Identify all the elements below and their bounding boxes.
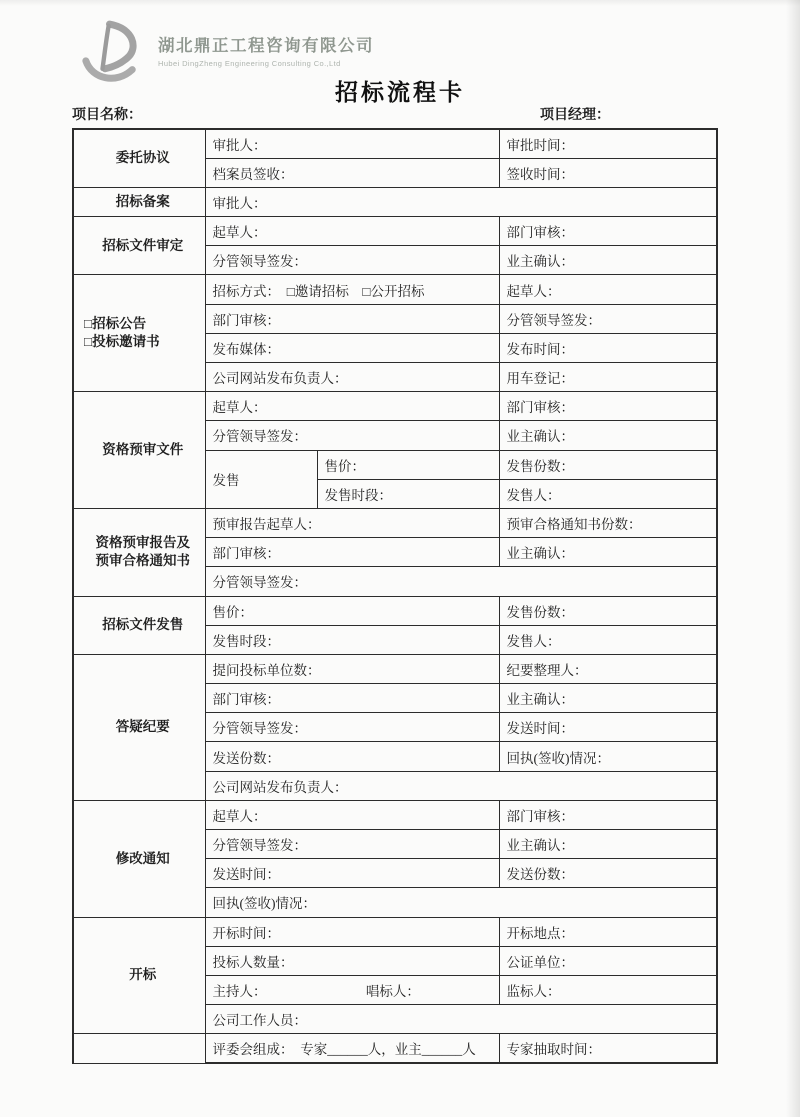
field-cell: 业主确认： [499, 538, 717, 567]
stage-cell [73, 508, 205, 596]
field-cell: 提问投标单位数： [205, 654, 499, 683]
field-cell: 发售时段： [317, 479, 499, 508]
field-cell: 发售份数： [499, 450, 717, 479]
scan-edge-shadow-top [0, 0, 800, 6]
subgroup-cell: 发售 [205, 450, 317, 508]
field-cell: 回执(签收)情况： [499, 742, 717, 771]
field-cell: 发售份数： [499, 596, 717, 625]
field-cell: 投标人数量： [205, 946, 499, 975]
field-cell: 审批人： [205, 129, 499, 158]
stage-checkbox-option: □招标公告 [84, 316, 147, 332]
project-name-label: 项目名称： [72, 108, 142, 123]
field-cell: 部门审核： [205, 538, 499, 567]
field-cell: 业主确认： [499, 830, 717, 859]
field-cell-host-caller [205, 975, 499, 1004]
field-cell: 业主确认： [499, 684, 717, 713]
field-cell: 评委会组成： 专家______人，业主______人 [205, 1034, 499, 1063]
field-label: 唱标人： [365, 984, 420, 1000]
stage-cell: 委托协议 [73, 129, 205, 187]
process-table [72, 128, 718, 1064]
field-cell: 预审报告起草人： [205, 508, 499, 537]
field-cell: 回执(签收)情况： [205, 888, 717, 917]
stage-cell: 招标文件发售 [73, 596, 205, 654]
field-cell: 分管领导签发： [205, 567, 717, 596]
field-cell: 公司网站发布负责人： [205, 363, 499, 392]
company-name-cn: 湖北鼎正工程咨询有限公司 [158, 36, 374, 55]
stage-checkbox-option: □投标邀请书 [84, 334, 160, 350]
field-cell: 发售人： [499, 625, 717, 654]
field-cell: 分管领导签发： [205, 421, 499, 450]
field-cell: 发售人： [499, 479, 717, 508]
field-cell: 业主确认： [499, 421, 717, 450]
stage-cell: 修改通知 [73, 800, 205, 917]
field-cell: 售价： [317, 450, 499, 479]
field-cell: 开标地点： [499, 917, 717, 946]
field-cell: 发布时间： [499, 333, 717, 362]
field-cell: 起草人： [499, 275, 717, 304]
field-cell: 签收时间： [499, 158, 717, 187]
field-cell: 纪要整理人： [499, 654, 717, 683]
stage-cell [73, 1034, 205, 1063]
field-cell: 发送份数： [205, 742, 499, 771]
field-cell: 部门审核： [499, 800, 717, 829]
form-header-line [72, 104, 716, 124]
stage-label-line: 资格预审报告及 [95, 535, 190, 550]
field-cell: 部门审核： [205, 684, 499, 713]
field-cell: 分管领导签发： [205, 830, 499, 859]
field-cell: 售价： [205, 596, 499, 625]
company-name-en: Hubei DingZheng Engineering Consulting Co.,Ltd [158, 59, 341, 68]
stage-cell: 开标 [73, 917, 205, 1034]
field-cell: 公证单位： [499, 946, 717, 975]
field-cell: 监标人： [499, 975, 717, 1004]
field-cell: 分管领导签发： [205, 713, 499, 742]
field-cell: 分管领导签发： [205, 246, 499, 275]
stage-label-line: 预审合格通知书 [95, 553, 190, 569]
project-manager-label: 项目经理： [540, 108, 610, 123]
field-cell: 公司网站发布负责人： [205, 771, 717, 800]
field-cell: 公司工作人员： [205, 1005, 717, 1034]
field-cell: 开标时间： [205, 917, 499, 946]
field-cell: 业主确认： [499, 246, 717, 275]
field-cell: 部门审核： [499, 217, 717, 246]
field-cell: 分管领导签发： [499, 304, 717, 333]
stage-cell: 资格预审文件 [73, 392, 205, 509]
field-cell: 发布媒体： [205, 333, 499, 362]
field-cell: 发售时段： [205, 625, 499, 654]
scan-edge-shadow [786, 0, 800, 1117]
stage-cell: 招标文件审定 [73, 217, 205, 275]
stage-cell: 招标备案 [73, 187, 205, 216]
field-cell: 起草人： [205, 392, 499, 421]
field-cell: 专家抽取时间： [499, 1034, 717, 1063]
field-cell: 用车登记： [499, 363, 717, 392]
field-cell: 审批时间： [499, 129, 717, 158]
field-cell: 预审合格通知书份数： [499, 508, 717, 537]
field-cell: 起草人： [205, 217, 499, 246]
stage-cell [73, 275, 205, 392]
field-cell: 部门审核： [499, 392, 717, 421]
field-cell: 发送时间： [499, 713, 717, 742]
field-cell: 发送时间： [205, 859, 499, 888]
field-cell: 部门审核： [205, 304, 499, 333]
field-label: 主持人： [212, 984, 267, 1000]
page-title: 招标流程卡 [335, 80, 465, 105]
field-cell: 起草人： [205, 800, 499, 829]
field-cell-bid-method: 招标方式： □邀请招标 □公开招标 [205, 275, 499, 304]
field-cell: 发送份数： [499, 859, 717, 888]
stage-cell: 答疑纪要 [73, 654, 205, 800]
field-cell: 档案员签收： [205, 158, 499, 187]
field-cell: 审批人： [205, 187, 717, 216]
